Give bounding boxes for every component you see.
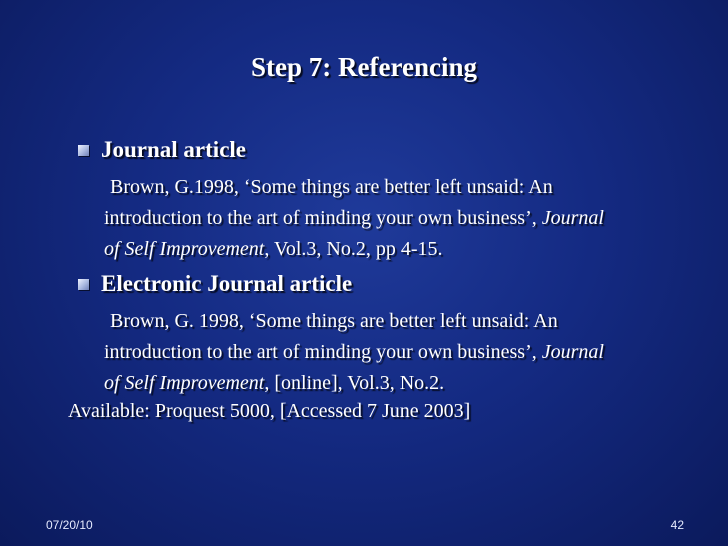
reference-electronic-journal-article <box>104 306 694 399</box>
bullet-electronic-journal-article <box>78 271 352 297</box>
reference-line <box>104 234 694 265</box>
bullet-heading: Journal article <box>101 137 246 162</box>
reference-italic-text: Journal <box>541 207 604 229</box>
reference-text: , [online], Vol.3, No.2. <box>264 372 445 394</box>
reference-italic-text: of Self Improvement <box>104 238 265 260</box>
reference-line <box>104 203 694 234</box>
footer-date: 07/20/10 <box>46 518 93 532</box>
reference-line <box>104 337 694 368</box>
slide-title: Step 7: Referencing <box>251 52 477 82</box>
bullet-heading: Electronic Journal article <box>101 271 353 296</box>
reference-line <box>104 368 694 399</box>
reference-text: introduction to the art of minding your own business’, <box>104 207 542 229</box>
square-bullet-icon <box>78 279 89 290</box>
bullet-journal-article <box>78 137 246 163</box>
available-line: Available: Proquest 5000, [Accessed 7 June 2003] <box>68 400 471 422</box>
reference-italic-text: Journal <box>541 341 604 363</box>
reference-text: introduction to the art of minding your own business’, <box>104 341 542 363</box>
reference-journal-article <box>104 172 694 265</box>
reference-text: , Vol.3, No.2, pp 4-15. <box>264 238 443 260</box>
square-bullet-icon <box>78 145 89 156</box>
reference-line: Brown, G. 1998, ‘Some things are better left unsaid: An <box>110 310 558 332</box>
reference-italic-text: of Self Improvement <box>104 372 265 394</box>
footer-page-number: 42 <box>670 518 684 532</box>
reference-line: Brown, G.1998, ‘Some things are better left unsaid: An <box>110 176 553 198</box>
